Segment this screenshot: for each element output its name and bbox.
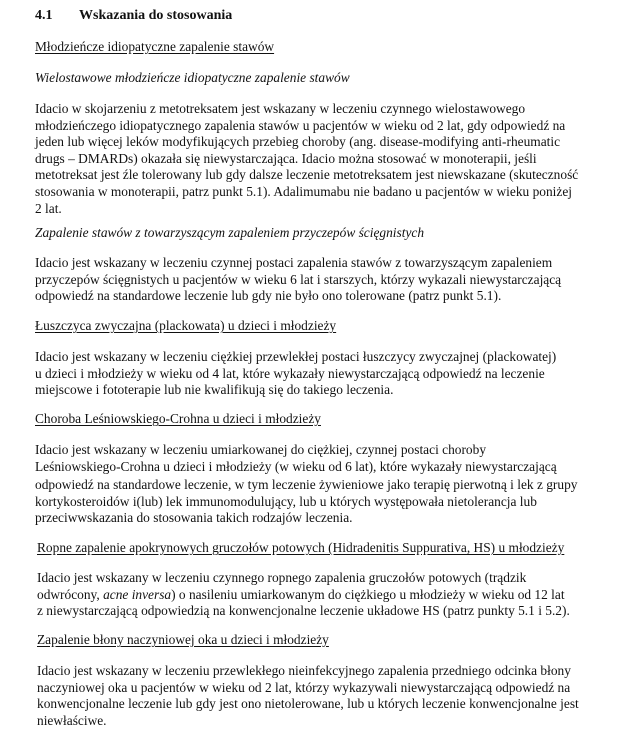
paragraph-line: 2 lat.	[35, 200, 62, 216]
uveitis-paragraph	[37, 663, 579, 729]
paragraph-line: metotreksat jest źle tolerowany lub gdy dalsze leczenie metotreksatem jest niewskazane (skuteczność	[35, 167, 579, 183]
paragraph-line: odpowiedź na standardowe leczenie lub gdy nie było ono tolerowane (patrz punkt 5.1).	[35, 288, 502, 304]
jia-paragraph	[35, 101, 578, 217]
paragraph-line: przeciwwskazania do stosowania takich rodzajów leczenia.	[35, 510, 353, 526]
hs-heading: Ropne zapalenie apokrynowych gruczołów potowych (Hidradenitis Suppurativa, HS) u młodzieży	[37, 540, 565, 555]
psoriasis-heading: Łuszczyca zwyczajna (plackowata) u dzieci i młodzieży	[35, 318, 337, 333]
paragraph-line: Leśniowskiego-Crohna u dzieci i młodzieży (w wieku od 6 lat), które wykazały niewystarczającą	[35, 458, 557, 474]
paragraph-line: Idacio w skojarzeniu z metotreksatem jest wskazany w leczeniu czynnego wielostawowego	[35, 101, 526, 116]
crohn-paragraph-part2	[35, 477, 577, 527]
italic-term: acne inversa	[103, 586, 172, 602]
psoriasis-paragraph	[35, 349, 556, 399]
paragraph-line: Idacio jest wskazany w leczeniu czynnej postaci zapalenia stawów z towarzyszącym zapaleniem	[35, 255, 553, 270]
crohn-paragraph-part1	[35, 442, 557, 475]
pjia-subheading: Wielostawowe młodzieńcze idiopatyczne zapalenie stawów	[35, 70, 350, 85]
uveitis-heading: Zapalenie błony naczyniowej oka u dzieci i młodzieży	[37, 632, 329, 647]
paragraph-line: naczyniowej oka u pacjentów w wieku od 2 lat, którzy wykazywali niewystarczającą odpowiedź na	[37, 679, 571, 695]
era-paragraph	[35, 255, 561, 305]
paragraph-line: przyczepów ścięgnistych u pacjentów w wieku 6 lat i starszych, którzy wykazali niewystarczającą	[35, 271, 562, 287]
paragraph-line: Idacio jest wskazany w leczeniu przewlekłego nieinfekcyjnego zapalenia przedniego odcinka błony	[37, 663, 571, 678]
paragraph-line: drugs – DMARDs) okazała się niewystarczająca. Idacio można stosować w monoterapii, jeśli	[35, 150, 537, 166]
paragraph-line: u dzieci i młodzieży w wieku od 4 lat, które wykazały niewystarczającą odpowiedź na leczenie	[35, 365, 545, 381]
paragraph-line: jeden lub więcej leków modyfikujących przebieg choroby (ang. disease-modifying anti-rheumatic	[35, 134, 561, 150]
text-run: odwrócony,	[37, 586, 104, 602]
text-run: ) o nasileniu umiarkowanym do ciężkiego u młodzieży w wieku od 12 lat	[171, 586, 565, 602]
section-number: 4.1	[35, 8, 53, 23]
jia-heading: Młodzieńcze idiopatyczne zapalenie stawów	[35, 39, 275, 54]
section-title: Wskazania do stosowania	[79, 8, 233, 23]
paragraph-line: Idacio jest wskazany w leczeniu czynnego ropnego zapalenia gruczołów potowych (trądzik	[37, 570, 527, 585]
paragraph-line: młodzieńczego idiopatycznego zapalenia stawów u pacjentów w wieku od 2 lat, gdy odpowiedź na	[35, 117, 566, 133]
section-heading	[35, 8, 232, 25]
paragraph-line	[37, 587, 570, 604]
paragraph-line: kortykosteroidów i(lub) lek immunomodulujący, lub u których występowała nietolerancja lub	[35, 493, 537, 509]
paragraph-line: odpowiedź na standardowe leczenie, w tym leczenie żywieniowe jako terapię pierwotną i lek z grupy	[35, 477, 578, 492]
paragraph-line: stosowania w monoterapii, patrz punkt 5.1). Adalimumabu nie badano u pacjentów w wieku poniżej	[35, 183, 572, 199]
paragraph-line: z niewystarczającą odpowiedzią na konwencjonalne leczenie układowe HS (patrz punkty 5.1 i 5.2).	[37, 603, 570, 619]
crohn-heading: Choroba Leśniowskiego-Crohna u dzieci i młodzieży	[35, 411, 321, 426]
paragraph-line: niewłaściwe.	[37, 712, 107, 728]
paragraph-line: konwencjonalne leczenie lub gdy jest ono nietolerowane, lub u których leczenie konwencjonalne jest	[37, 696, 579, 712]
paragraph-line: Idacio jest wskazany w leczeniu umiarkowanej do ciężkiej, czynnej postaci choroby	[35, 442, 487, 457]
era-subheading: Zapalenie stawów z towarzyszącym zapaleniem przyczepów ścięgnistych	[35, 225, 425, 240]
paragraph-line: Idacio jest wskazany w leczeniu ciężkiej przewlekłej postaci łuszczycy zwyczajnej (plackowatej)	[35, 349, 557, 364]
paragraph-line: miejscowe i fototerapie lub nie kwalifikują się do takiego leczenia.	[35, 382, 394, 398]
hs-paragraph	[37, 570, 570, 620]
